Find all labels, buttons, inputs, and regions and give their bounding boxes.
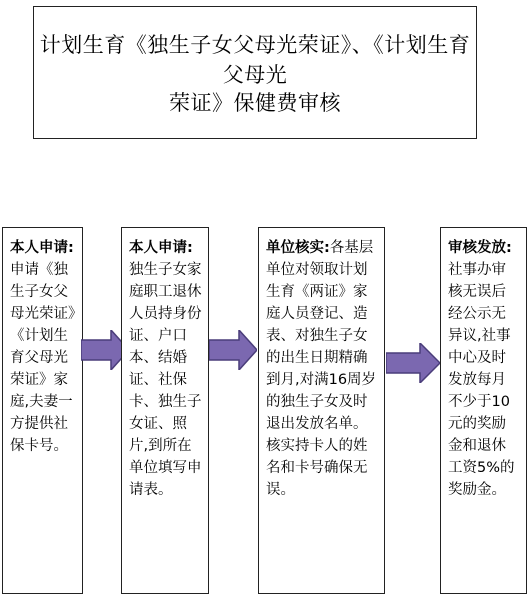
step-box-apply-form <box>121 227 209 594</box>
step-box-verify <box>258 227 385 594</box>
arrow-right-icon <box>386 343 440 383</box>
title-line-1: 计划生育《独生子女父母光荣证》、《计划生育父母光 <box>39 33 471 87</box>
step-header: 本人申请: <box>129 240 193 256</box>
step-body: 申请《独生子女父母光荣证》《计划生育父母光荣证》家庭,夫妻一方提供社保卡号。 <box>10 262 76 454</box>
step-box-review-issue <box>440 227 527 594</box>
title-line-2: 荣证》保健费审核 <box>169 91 341 115</box>
step-header: 本人申请: <box>10 240 74 256</box>
step-body: 独生子女家庭职工退休人员持身份证、户口本、结婚证、社保卡、独生子女证、照片,到所在单位填写申请表。 <box>129 262 202 498</box>
step-header: 审核发放: <box>448 240 512 256</box>
arrow-right-icon <box>209 330 257 370</box>
step-body: 社事办审核无误后经公示无异议,社事中心及时发放每月不少于10元的奖励金和退休工资5%的奖励金。 <box>448 262 515 498</box>
step-body: 各基层单位对领取计划生育《两证》家庭人员登记、造表、对独生子女的出生日期精确到月,对满16周岁的独生子女及时退出发放名单。核实持卡人的姓名和卡号确保无误。 <box>266 240 377 498</box>
title-box <box>33 6 477 139</box>
step-header: 单位核实: <box>266 240 330 256</box>
step-box-apply-card <box>2 227 83 594</box>
